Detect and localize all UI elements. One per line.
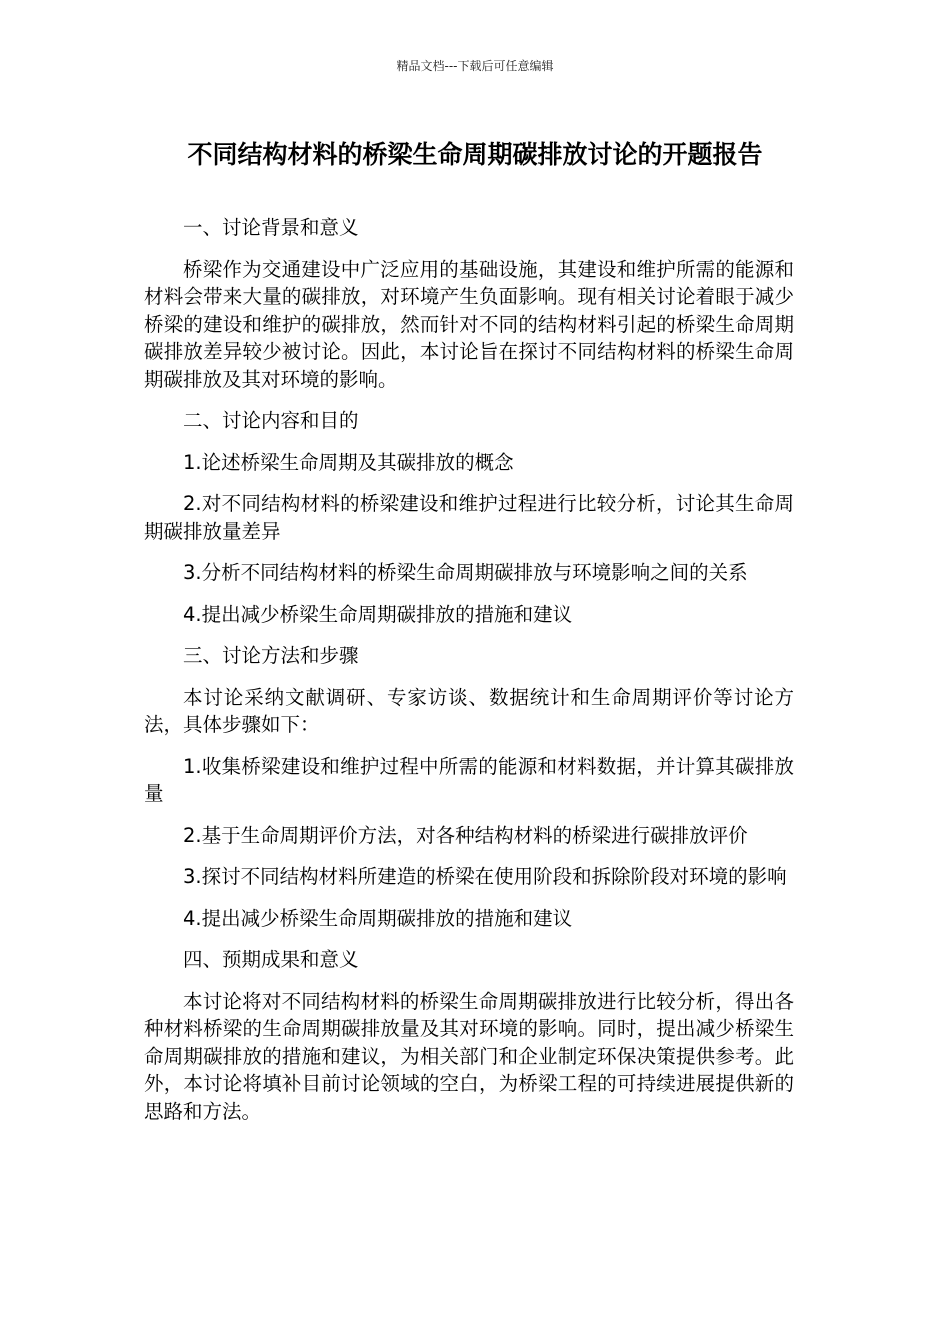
paragraph-background: 桥梁作为交通建设中广泛应用的基础设施，其建设和维护所需的能源和材料会带来大量的碳排放，对环境产生负面影响。现有相关讨论着眼于减少桥梁的建设和维护的碳排放，然而针对不同的结构材料引起的桥梁生命周期碳排放差异较少被讨论。因此，本讨论旨在探讨不同结构材料的桥梁生命周期碳排放及其对环境的影响。: [144, 257, 794, 391]
list-item-content-4: 4.提出减少桥梁生命周期碳排放的措施和建议: [183, 602, 573, 626]
list-item-content-2: 2.对不同结构材料的桥梁建设和维护过程进行比较分析，讨论其生命周期碳排放量差异: [144, 492, 794, 543]
list-item-step-2: 2.基于生命周期评价方法，对各种结构材料的桥梁进行碳排放评价: [183, 823, 748, 847]
section-heading-content: 二、讨论内容和目的: [183, 409, 359, 432]
section-heading-background: 一、讨论背景和意义: [183, 216, 359, 239]
list-item-content-1: 1.论述桥梁生命周期及其碳排放的概念: [183, 450, 514, 474]
list-item-content-3: 3.分析不同结构材料的桥梁生命周期碳排放与环境影响之间的关系: [183, 561, 748, 584]
list-item-step-4: 4.提出减少桥梁生命周期碳排放的措施和建议: [183, 906, 573, 930]
document-body: [144, 214, 794, 1139]
paragraph-outcomes: 本讨论将对不同结构材料的桥梁生命周期碳排放进行比较分析，得出各种材料桥梁的生命周期碳排放量及其对环境的影响。同时，提出减少桥梁生命周期碳排放的措施和建议，为相关部门和企业制定环保决策提供参考。此外，本讨论将填补目前讨论领域的空白，为桥梁工程的可持续进展提供新的思路和方法。: [144, 989, 794, 1123]
list-item-step-1: 1.收集桥梁建设和维护过程中所需的能源和材料数据，并计算其碳排放量: [144, 754, 794, 805]
header-note: 精品文档---下载后可任意编辑: [396, 59, 554, 73]
section-heading-method: 三、讨论方法和步骤: [183, 644, 359, 667]
section-heading-outcomes: 四、预期成果和意义: [183, 948, 359, 971]
paragraph-method: 本讨论采纳文献调研、专家访谈、数据统计和生命周期评价等讨论方法，具体步骤如下：: [144, 685, 794, 736]
document-title: 不同结构材料的桥梁生命周期碳排放讨论的开题报告: [187, 140, 763, 169]
list-item-step-3: 3.探讨不同结构材料所建造的桥梁在使用阶段和拆除阶段对环境的影响: [183, 865, 787, 888]
